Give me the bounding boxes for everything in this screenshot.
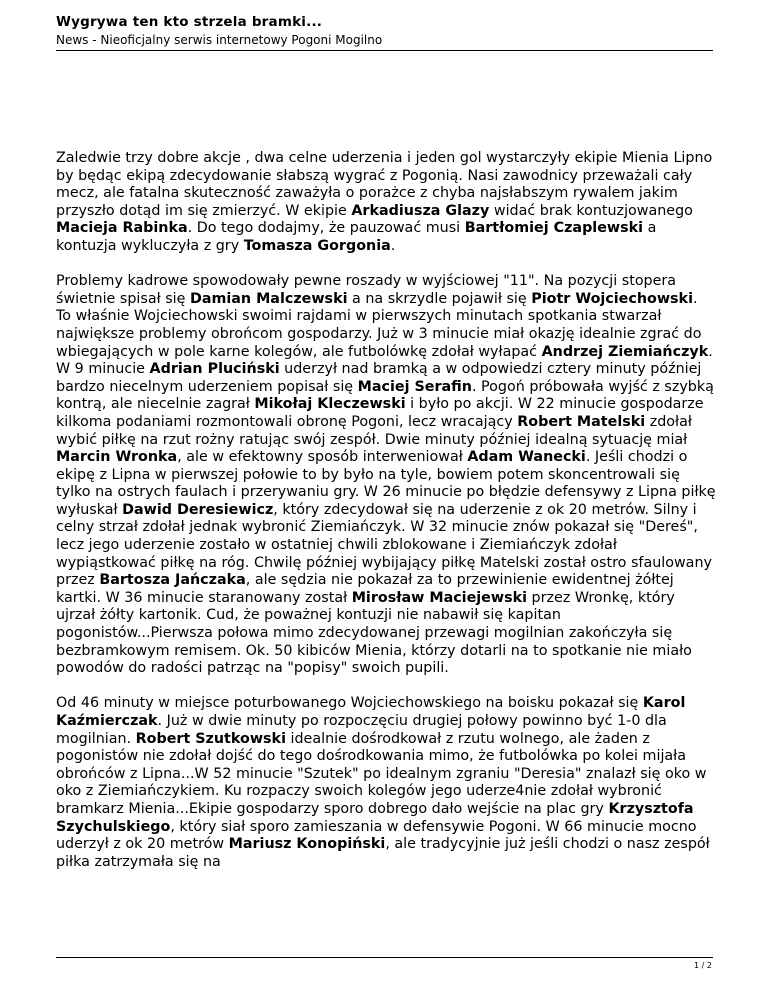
- text-segment: Zaledwie trzy dobre akcje , dwa celne uderzenia i jeden gol wystarczyły ekipie Mienia Lipno by będąc ekipą zdecydowanie słabszą wygrać z Pogonią. Nasi zawodnicy przeważali cały mecz, ale fatalna skuteczność zaważyła o porażce z chyba najsłabszym rywalem jakim przyszło dotąd im się zmierzyć. W ekipie: [56, 150, 713, 219]
- player-name: Robert Matelski: [517, 413, 646, 430]
- player-name: Macieja Rabinka: [56, 220, 188, 237]
- player-name: Karol Kaźmierczak: [56, 695, 686, 729]
- article-paragraph: [56, 150, 716, 256]
- text-segment: Problemy kadrowe spowodowały pewne roszady w wyjściowej "11". Na pozycji stopera świetnie spisał się: [56, 273, 677, 307]
- text-segment: , ale sędzia nie pokazał za to przewinienie ewidentnej żółtej kartki. W 36 minucie staranowany został: [56, 572, 674, 606]
- text-segment: . Już w dwie minuty po rozpoczęciu drugiej połowy powinno być 1-0 dla mogilnian.: [56, 713, 667, 747]
- text-segment: . To właśnie Wojciechowski swoimi rajdami w pierwszych minutach spotkania stwarzał największe problemy obrońcom gospodarzy. Już w 3 minucie miał okazję idealnie zgrać do wbiegających w pole karne kolegów, ale futbolówkę zdołał wyłapać: [56, 290, 702, 360]
- text-segment: , który siał sporo zamieszania w defensywie Pogoni. W 66 minucie mocno uderzył z ok 20 metrów: [56, 818, 697, 853]
- player-name: Robert Szutkowski: [135, 730, 286, 747]
- text-segment: , który zdecydował się na uderzenie z ok 20 metrów. Silny i celny strzał zdołał jednak wybronić Ziemiańczyk. W 32 minucie znów pokazał się "Dereś", lecz jego uderzenie zostało w ostatniej chwili zblokowane i Ziemiańczyk zdołał wypiąstkować piłkę na róg. Chwilę później wybijający piłkę Matelski został ostro sfaulowany przez: [56, 501, 712, 589]
- text-segment: Od 46 minuty w miejsce poturbowanego Wojciechowskiego na boisku pokazał się: [56, 695, 643, 712]
- player-name: Dawid Deresiewicz: [122, 501, 274, 518]
- player-name: Bartłomiej Czaplewski: [464, 220, 644, 237]
- text-segment: uderzył nad bramką a w odpowiedzi cztery minuty później bardzo niecelnym uderzeniem popisał się: [56, 361, 702, 395]
- text-segment: , ale tradycyjnie już jeśli chodzi o nasz zespół piłka zatrzymała się na: [56, 836, 710, 870]
- text-segment: . W 9 minucie: [56, 343, 713, 378]
- player-name: Marcin Wronka: [56, 449, 178, 466]
- text-segment: .: [390, 237, 396, 254]
- player-name: Mikołaj Kleczewski: [254, 396, 406, 413]
- player-name: Arkadiusza Glazy: [351, 202, 490, 219]
- text-segment: . Do tego dodajmy, że pauzować musi: [187, 220, 465, 237]
- header-divider: [56, 50, 713, 51]
- text-segment: widać brak kontuzjowanego: [489, 202, 693, 219]
- player-name: Maciej Serafin: [357, 378, 472, 395]
- text-segment: i było po akcji. W 22 minucie gospodarze kilkoma podaniami rozmontowali obronę Pogoni, lecz wracający: [56, 396, 704, 430]
- player-name: Damian Malczewski: [189, 290, 348, 307]
- site-subtitle: News - Nieoficjalny serwis internetowy Pogoni Mogilno: [56, 33, 383, 47]
- player-name: Tomasza Gorgonia: [243, 237, 391, 254]
- player-name: Bartosza Jańczaka: [99, 572, 246, 589]
- article-body: [56, 150, 716, 889]
- page-number: 1 / 2: [694, 961, 712, 970]
- article-title: Wygrywa ten kto strzela bramki...: [56, 14, 323, 30]
- text-segment: a kontuzja wykluczyła z gry: [56, 220, 657, 254]
- player-name: Adam Wanecki: [467, 449, 586, 466]
- text-segment: , ale w efektowny sposób interweniował: [177, 449, 468, 466]
- article-paragraph: [56, 273, 716, 678]
- text-segment: idealnie dośrodkował z rzutu wolnego, ale żaden z pogonistów nie zdołał dojść do tego dośrodkowania mimo, że futbolówka po kolei mijała obrońców z Lipna...W 52 minucie "Szutek" po idealnym zgraniu "Deresia" znalazł się oko w oko z Ziemiańczykiem. Ku rozpaczy swoich kolegów jego uderze4nie zdołał wybronić bramkarz Mienia...Ekipie gospodarzy sporo dobrego dało wejście na plac gry: [56, 730, 707, 817]
- text-segment: zdołał wybić piłkę na rzut rożny ratując swój zespół. Dwie minuty później idealną sytuację miał: [56, 413, 692, 448]
- player-name: Mariusz Konopiński: [228, 836, 386, 853]
- text-segment: . Pogoń próbowała wyjść z szybką kontrą, ale niecelnie zagrał: [56, 378, 714, 413]
- player-name: Andrzej Ziemiańczyk: [541, 343, 709, 360]
- player-name: Adrian Pluciński: [149, 361, 280, 378]
- footer-divider: [56, 957, 713, 958]
- text-segment: a na skrzydle pojawił się: [347, 290, 532, 307]
- text-segment: przez Wronkę, który ujrzał żółty kartonik. Cud, że poważnej kontuzji nie nabawił się kapitan pogonistów...Pierwsza połowa mimo zdecydowanej przewagi mogilnian zakończyła się bezbramkowym remisem. Ok. 50 kibiców Mienia, którzy dotarli na to spotkanie nie miało powodów do radości patrząc na "popisy" swoich pupili.: [56, 589, 692, 677]
- player-name: Krzysztofa Szychulskiego: [56, 800, 694, 835]
- player-name: Piotr Wojciechowski: [531, 290, 693, 307]
- article-paragraph: [56, 695, 716, 871]
- document-header: [56, 14, 712, 48]
- text-segment: . Jeśli chodzi o ekipę z Lipna w pierwszej połowie to by było na tyle, bowiem potem skoncentrowali się tylko na ostrych faulach i przerywaniu gry. W 26 minucie po błędzie defensywy z Lipna piłkę wyłuskał: [56, 449, 716, 518]
- player-name: Mirosław Maciejewski: [351, 589, 528, 606]
